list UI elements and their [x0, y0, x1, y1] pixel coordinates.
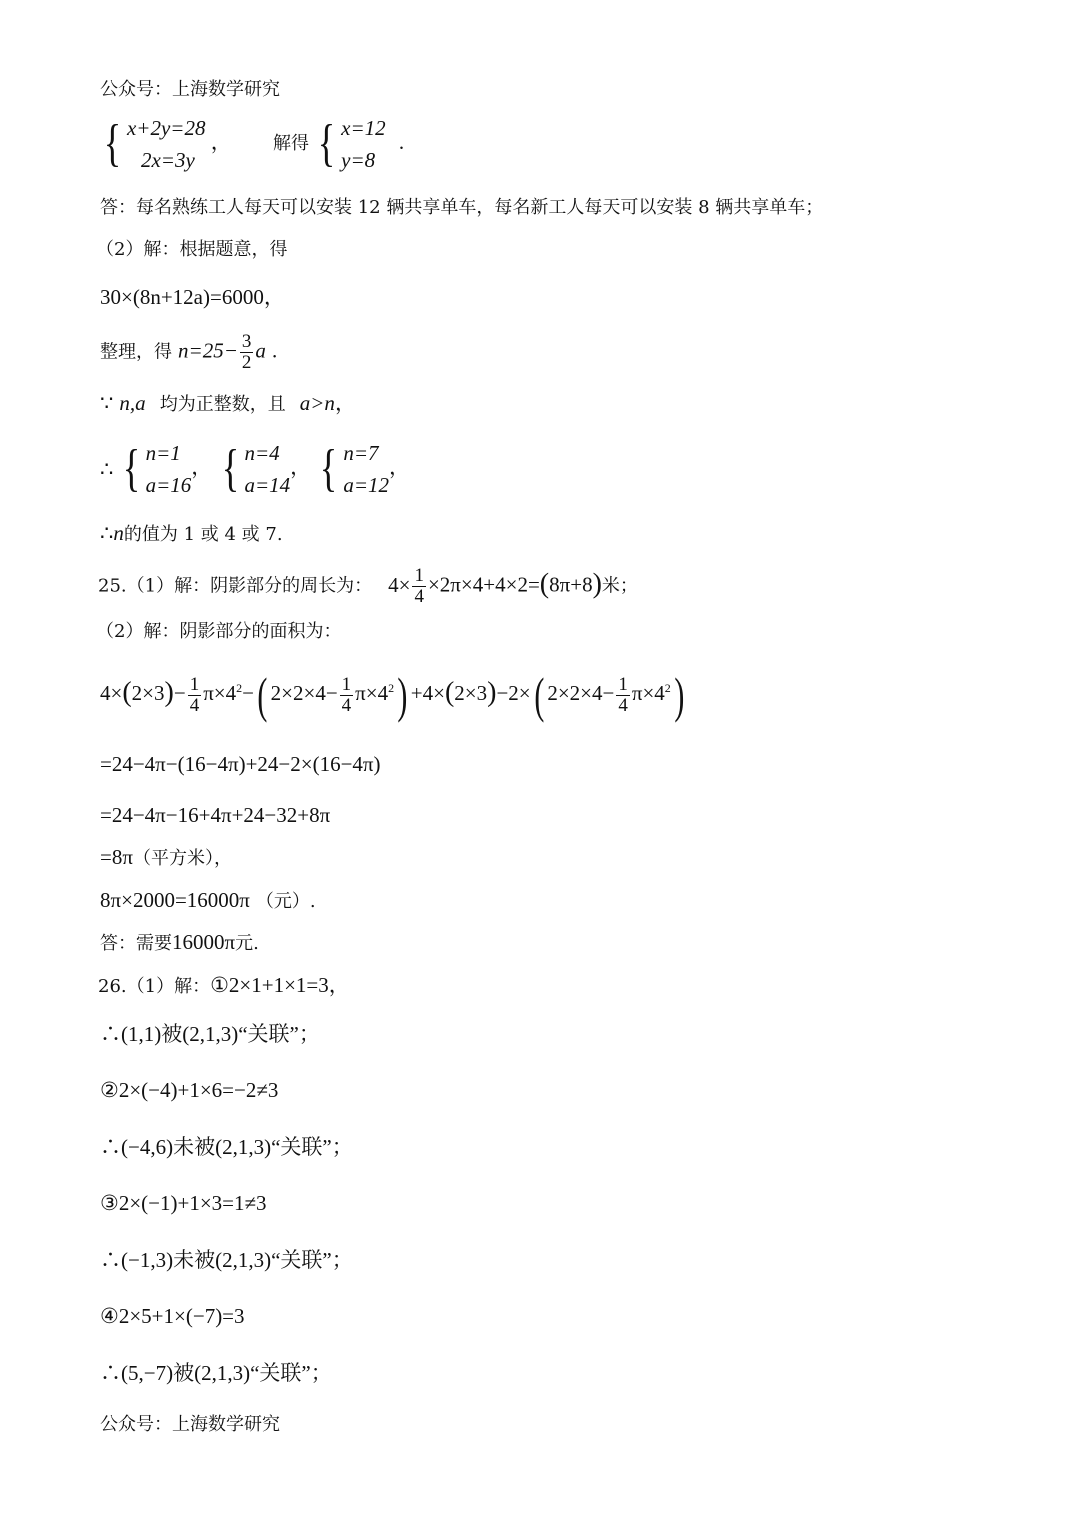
case-2: { n=4 a=14: [218, 437, 291, 501]
fraction: [188, 675, 202, 716]
case-3-a: a=12: [343, 473, 390, 497]
q25-big-expression: 4×(2×3)− $\frac{1}{4}$ $\pi\times 4^2-$( 2×2×4− $\frac{1}{4}$ $\pi\times 4^2) +4\times(2\times 3)-2\times$( 2×2×4− $\frac{1}{4}$ $\pi\times 4^2$): [100, 667, 685, 723]
system-brace: { x+2y=28 2x=3y: [100, 112, 205, 176]
expr-part: 2×3: [131, 680, 165, 705]
fraction: [240, 332, 254, 373]
expr-part: 2×2×4−: [547, 680, 615, 705]
expr-part: −: [173, 680, 186, 705]
comma: ，: [334, 391, 356, 415]
part2-intro: （2）解：根据题意，得: [96, 239, 288, 260]
expr-part: −: [242, 680, 254, 705]
case-2-n: n=4: [244, 441, 280, 465]
q25-answer-value: 16000π: [172, 930, 236, 954]
q25-part1: 25.（1）解：阴影部分的周长为： 4× $\frac{1}{4}$ ×2π×4+4×2=(8π+8)米；: [98, 565, 638, 607]
fraction-denominator: 4: [189, 694, 200, 716]
fraction-numerator: 1: [341, 673, 352, 695]
simplify-label: 整理，得: [100, 341, 172, 363]
therefore-symbol: ∴: [100, 521, 114, 545]
fraction-denominator: 4: [618, 694, 628, 716]
because-symbol: ∵: [100, 391, 114, 415]
because-text: 均为正整数，且: [159, 394, 286, 415]
main-equation-text: 30×(8n+12a)=6000: [100, 285, 264, 309]
expr-part: 2×2×4−: [270, 680, 338, 705]
q26-l1: ①2×1+1×1=3，: [210, 973, 350, 997]
comma: ，: [263, 285, 285, 309]
equation-system-1: [100, 112, 404, 176]
because-vars: n,a: [119, 391, 146, 415]
fraction: [412, 566, 426, 607]
fraction-numerator: 1: [618, 673, 628, 695]
fraction-denominator: 2: [241, 352, 252, 373]
simplify-line: [100, 332, 277, 373]
expr-part: −2×: [496, 680, 531, 705]
q25-line2: =24−4π−(16−4π)+24−2×(16−4π): [100, 752, 381, 776]
case-3-n: n=7: [343, 441, 379, 465]
q26-line2: ∴(1,1)被(2,1,3)“关联”；: [100, 1022, 320, 1046]
page-header: 公众号：上海数学研究: [100, 79, 280, 100]
expr-part: π×4: [631, 680, 665, 705]
main-equation: [100, 285, 285, 309]
q26-line5: ③2×(−1)+1×3=1≠3: [100, 1191, 267, 1215]
equation-1: x+2y=28: [126, 116, 206, 140]
therefore-symbol: ∴: [100, 457, 114, 481]
comma: ，: [210, 129, 232, 154]
simplify-lhs: n=25−: [178, 338, 238, 363]
because-line: [100, 391, 356, 417]
case-1: { n=1 a=16: [119, 437, 192, 501]
period: .: [398, 129, 405, 154]
expr-part: π×4: [355, 680, 389, 705]
q25-line4-math: =8π: [100, 845, 133, 869]
separator: ，: [290, 454, 312, 479]
q25-line3: =24−4π−16+4π+24−32+8π: [100, 803, 331, 827]
q26-line4: ∴(−4,6)未被(2,1,3)“关联”；: [100, 1135, 353, 1159]
q25-label: 25.（1）解：阴影部分的周长为：: [98, 575, 373, 597]
fraction-numerator: 1: [414, 565, 424, 586]
q25-answer: [100, 930, 259, 956]
fraction-numerator: 1: [189, 673, 200, 695]
fraction-denominator: 4: [341, 694, 352, 716]
separator: ，: [389, 454, 411, 479]
conclusion-var: n: [113, 521, 124, 545]
fraction-denominator: 4: [414, 586, 424, 607]
unit: 米；: [601, 575, 638, 597]
case-3: { n=7 a=12: [316, 437, 389, 501]
q26-line8: ∴(5,−7)被(2,1,3)“关联”；: [100, 1361, 332, 1385]
solution-x: x=12: [341, 116, 386, 140]
q26-line6: ∴(−1,3)未被(2,1,3)“关联”；: [100, 1248, 353, 1272]
separator: ，: [191, 454, 213, 479]
solution-brace: { x=12 y=8: [314, 112, 385, 176]
q25-expr-b: ×2π×4+4×2=: [427, 572, 540, 597]
q25-answer-unit: 元.: [235, 933, 259, 954]
q25-part2-label: （2）解：阴影部分的面积为：: [96, 621, 342, 642]
fraction: [340, 675, 354, 716]
expr-part: 2×3: [454, 680, 488, 705]
conclusion-text: 的值为 1 或 4 或 7.: [123, 524, 283, 545]
exponent: 2: [388, 680, 395, 695]
simplify-rhs: a: [255, 338, 266, 363]
period: .: [271, 338, 278, 363]
answer-1: 答：每名熟练工人每天可以安装 12 辆共享单车，每名新工人每天可以安装 8 辆共享单车；: [100, 197, 824, 218]
expr-part: 4×: [100, 680, 123, 705]
exponent: 2: [664, 680, 671, 695]
case-1-a: a=16: [145, 473, 192, 497]
cases-line: [100, 437, 410, 501]
case-2-a: a=14: [244, 473, 291, 497]
q25-line5-math: 8π×2000=16000π: [100, 888, 250, 912]
conclusion-line: [100, 521, 283, 547]
exponent: 2: [236, 680, 243, 695]
q26-line3: ②2×(−4)+1×6=−2≠3: [100, 1078, 279, 1102]
q26-line1: [98, 973, 350, 999]
expr-part: +4×: [410, 680, 445, 705]
solve-label: 解得: [272, 132, 309, 154]
q26-line7: ④2×5+1×(−7)=3: [100, 1304, 245, 1328]
page-footer: 公众号：上海数学研究: [100, 1414, 280, 1435]
solution-y: y=8: [341, 148, 376, 172]
q25-line4: [100, 845, 232, 871]
q25-line5-unit: （元）.: [255, 891, 316, 912]
q25-expr-c: 8π+8: [549, 572, 593, 597]
q25-line4-unit: （平方米），: [132, 848, 232, 869]
equation-2: 2x=3y: [140, 148, 195, 172]
q26-label: 26.（1）解：: [98, 976, 211, 997]
q25-answer-label: 答：需要: [100, 933, 172, 954]
expr-part: π×4: [203, 680, 237, 705]
because-condition: a>n: [299, 391, 335, 415]
q25-line5: [100, 888, 316, 914]
fraction: [616, 675, 630, 716]
fraction-numerator: 3: [241, 331, 252, 352]
case-1-n: n=1: [145, 441, 181, 465]
q25-expr-a: 4×: [388, 572, 411, 597]
